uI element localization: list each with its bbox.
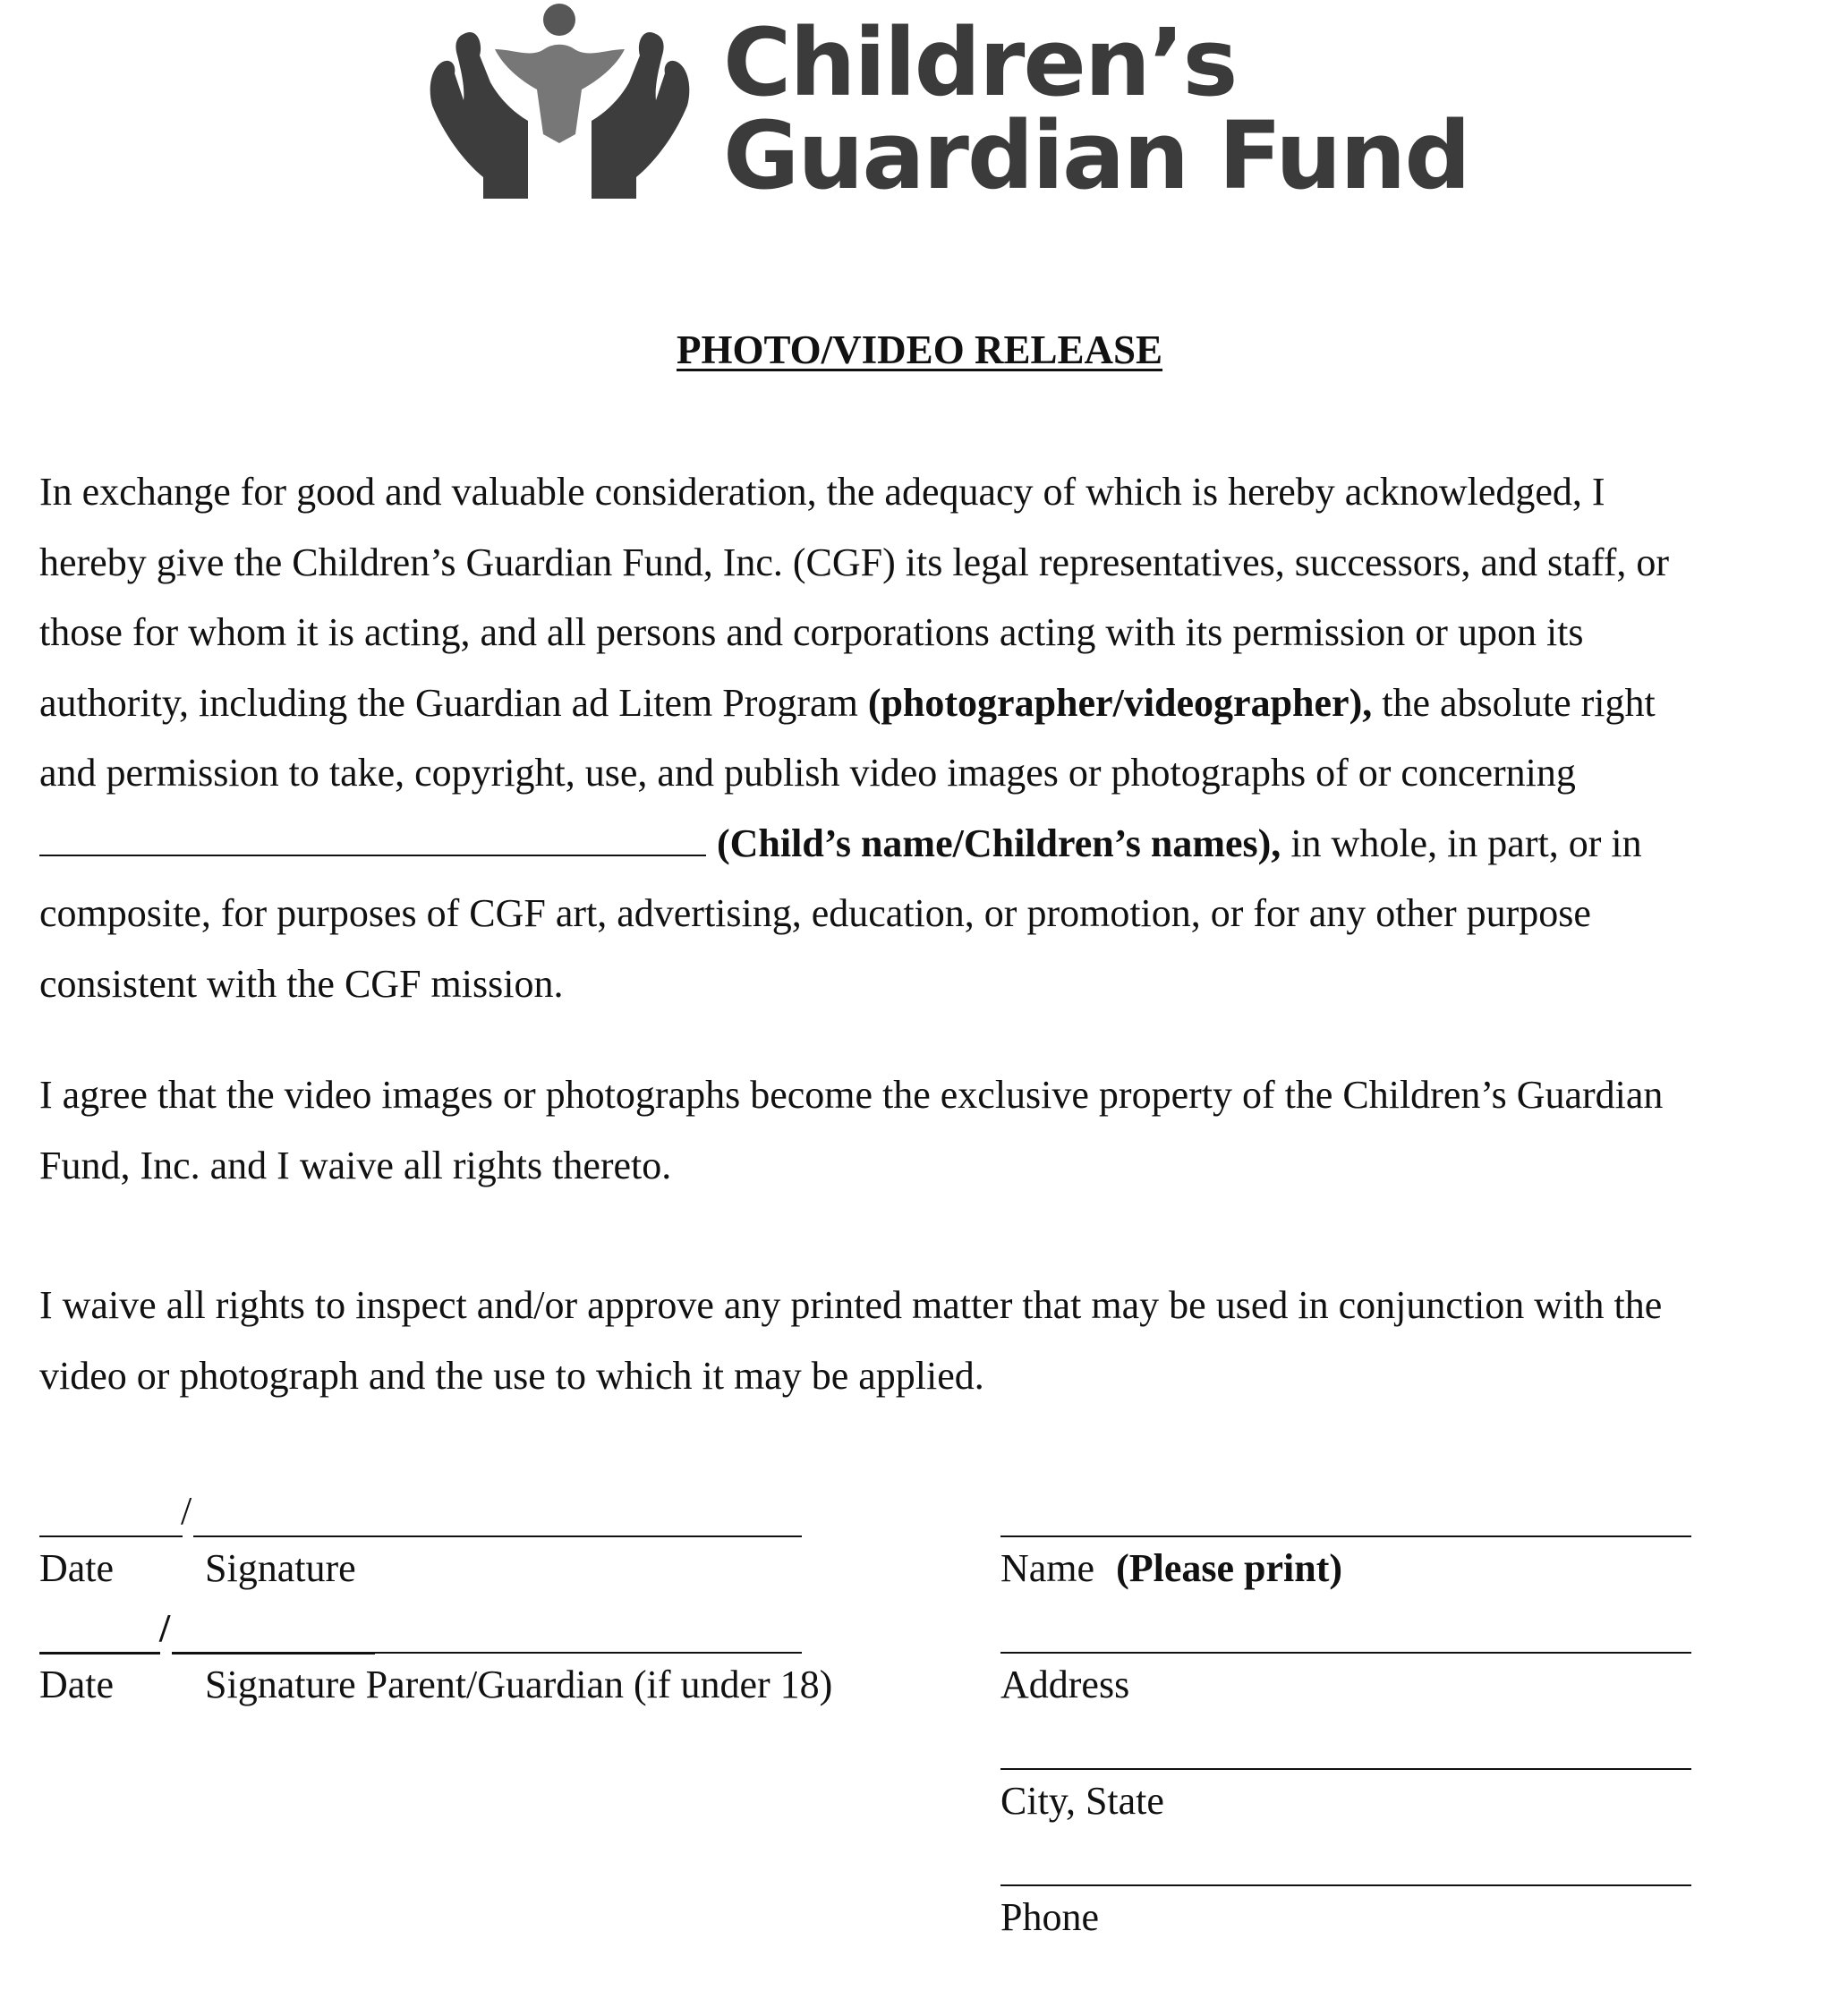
consent-line-1: In exchange for good and valuable consideration, the adequacy of which is hereby acknowledged, I xyxy=(39,470,1605,514)
phone-field[interactable] xyxy=(1000,1884,1691,1886)
parent-signature-label: Signature Parent/Guardian (if under 18) xyxy=(205,1663,833,1706)
consent-line-4-a: authority, including the Guardian ad Litem Program xyxy=(39,680,868,725)
consent-line-3: those for whom it is acting, and all persons and corporations acting with its permission or upon its xyxy=(39,610,1584,654)
document-title-text: PHOTO/VIDEO RELEASE xyxy=(676,327,1163,372)
consent-line-6-c: in whole, in part, or in xyxy=(1281,821,1642,865)
child-name-field[interactable] xyxy=(39,854,706,856)
city-state-label: City, State xyxy=(1000,1779,1164,1823)
address-label: Address xyxy=(1000,1663,1130,1706)
consent-line-5: and permission to take, copyright, use, and publish video images or photographs of or concerning xyxy=(39,751,1576,795)
document-title xyxy=(0,326,1839,374)
date-label-2: Date xyxy=(39,1663,115,1706)
signature-field[interactable] xyxy=(193,1535,802,1537)
logo-name-line2: Guardian Fund xyxy=(723,101,1469,210)
name-note: (Please print) xyxy=(1116,1546,1342,1590)
property-paragraph xyxy=(39,1060,1793,1201)
date-field-2[interactable] xyxy=(39,1652,160,1654)
phone-label: Phone xyxy=(1000,1895,1099,1939)
logo-wordmark xyxy=(723,8,1469,210)
date-slash-2: / xyxy=(159,1606,171,1650)
consent-line-8: consistent with the CGF mission. xyxy=(39,961,564,1006)
parent-signature-field-a[interactable] xyxy=(172,1652,375,1654)
photographer-term: (photographer/videographer), xyxy=(867,680,1373,725)
name-label-row xyxy=(1000,1546,1342,1591)
date-slash-1: / xyxy=(181,1489,192,1533)
signature-label: Signature xyxy=(205,1546,356,1590)
property-line-1: I agree that the video images or photographs become the exclusive property of the Children’s Guardian xyxy=(39,1073,1664,1117)
consent-line-4-c: the absolute right xyxy=(1372,680,1656,725)
date-label-1: Date xyxy=(39,1546,115,1590)
logo-name-line1: Children’s xyxy=(723,8,1237,117)
property-line-2: Fund, Inc. and I waive all rights thereto. xyxy=(39,1143,672,1187)
consent-line-2: hereby give the Children’s Guardian Fund, Inc. (CGF) its legal representatives, successors, and staff, or xyxy=(39,540,1670,584)
consent-line-4 xyxy=(39,668,1793,739)
child-name-label: (Child’s name/Children’s names), xyxy=(717,821,1281,865)
name-field[interactable] xyxy=(1000,1535,1691,1537)
consent-line-7: composite, for purposes of CGF art, advertising, education, or promotion, or for any other purpose xyxy=(39,891,1591,935)
name-label: Name xyxy=(1000,1546,1095,1590)
consent-line-6 xyxy=(39,809,1793,880)
parent-signature-field-b[interactable] xyxy=(375,1652,802,1654)
date-field-1[interactable] xyxy=(39,1535,183,1537)
consent-paragraph xyxy=(39,457,1793,1019)
waiver-paragraph xyxy=(39,1271,1793,1411)
cgf-logo xyxy=(428,0,1469,210)
address-field[interactable] xyxy=(1000,1652,1691,1654)
waiver-line-2: video or photograph and the use to which it may be applied. xyxy=(39,1353,984,1398)
city-state-field[interactable] xyxy=(1000,1768,1691,1770)
waiver-line-1: I waive all rights to inspect and/or approve any printed matter that may be used in conjunction with the xyxy=(39,1283,1663,1327)
hands-holding-child-icon xyxy=(428,0,692,206)
